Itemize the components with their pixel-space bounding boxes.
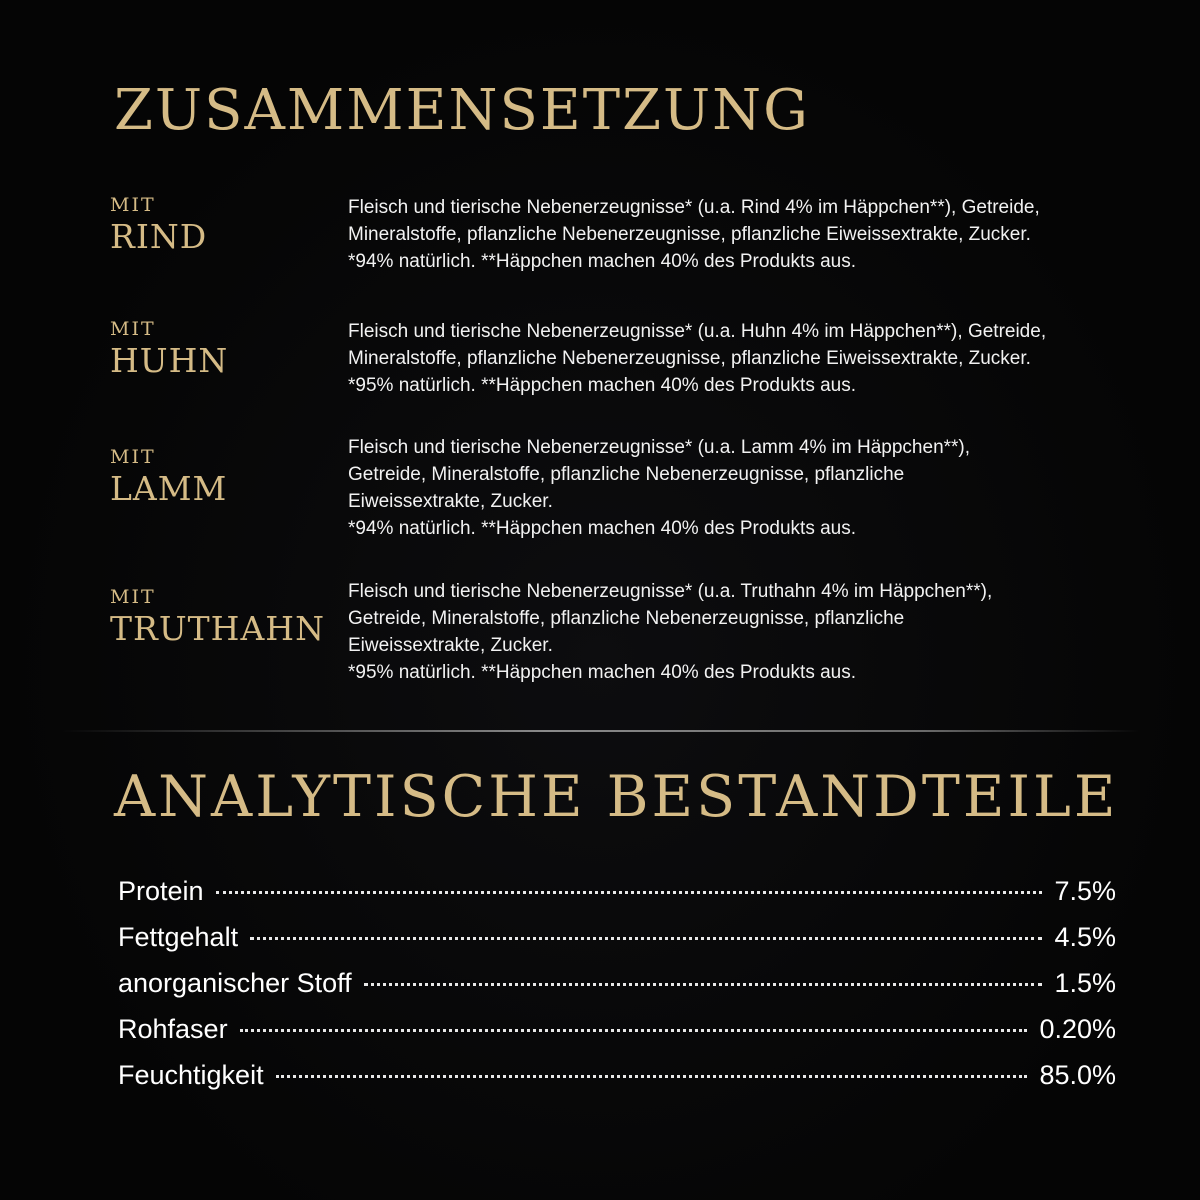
- section-divider: [60, 730, 1140, 732]
- variant-label: [110, 586, 325, 648]
- nutrient-value: 0.20%: [1039, 1014, 1116, 1044]
- variant-name: TRUTHAHN: [110, 609, 325, 648]
- ingredient-line: Fleisch und tierische Nebenerzeugnisse* (u.a. Lamm 4% im Häppchen**),: [348, 437, 971, 458]
- variant-name: LAMM: [110, 469, 228, 508]
- nutrient-value: 1.5%: [1054, 968, 1116, 998]
- ingredient-line: Mineralstoffe, pflanzliche Nebenerzeugnisse, pflanzliche Eiweissextrakte, Zucker.: [348, 224, 1031, 245]
- ingredient-footnote: *95% natürlich. **Häppchen machen 40% des Produkts aus.: [348, 375, 857, 396]
- ingredient-line: Fleisch und tierische Nebenerzeugnisse* (u.a. Rind 4% im Häppchen**), Getreide,: [348, 197, 1040, 218]
- nutrient-value: 85.0%: [1039, 1060, 1116, 1090]
- variant-ingredients: [348, 434, 1178, 542]
- nutrient-label: anorganischer Stoff: [118, 968, 352, 998]
- ingredient-footnote: *94% natürlich. **Häppchen machen 40% des Produkts aus.: [348, 518, 857, 539]
- variant-ingredients: [348, 578, 1178, 686]
- nutrient-label: Protein: [118, 876, 204, 906]
- ingredient-line: Mineralstoffe, pflanzliche Nebenerzeugnisse, pflanzliche Eiweissextrakte, Zucker.: [348, 348, 1031, 369]
- ingredient-line: Getreide, Mineralstoffe, pflanzliche Nebenerzeugnisse, pflanzliche: [348, 464, 905, 485]
- variant-label: [110, 194, 207, 256]
- nutrient-label: Fettgehalt: [118, 922, 239, 952]
- variant-ingredients: [348, 318, 1178, 399]
- variant-huhn: [110, 318, 1190, 448]
- dot-leader: [250, 937, 1042, 940]
- nutrient-value: 4.5%: [1054, 922, 1116, 952]
- analysis-heading: ANALYTISCHE BESTANDTEILE: [114, 764, 1119, 830]
- dot-leader: [364, 983, 1043, 986]
- ingredient-line: Eiweissextrakte, Zucker.: [348, 635, 553, 656]
- ingredient-line: Fleisch und tierische Nebenerzeugnisse* (u.a. Huhn 4% im Häppchen**), Getreide,: [348, 321, 1047, 342]
- variant-ingredients: [348, 194, 1178, 275]
- variant-prefix: MIT: [110, 446, 156, 468]
- analysis-row-fiber: [118, 1014, 1116, 1060]
- ingredient-line: Getreide, Mineralstoffe, pflanzliche Nebenerzeugnisse, pflanzliche: [348, 608, 905, 629]
- variant-name: HUHN: [110, 341, 229, 380]
- composition-heading: ZUSAMMENSETZUNG: [114, 78, 810, 143]
- variant-label: [110, 446, 227, 508]
- dot-leader: [216, 891, 1043, 894]
- ingredient-footnote: *94% natürlich. **Häppchen machen 40% des Produkts aus.: [348, 251, 857, 272]
- variant-prefix: MIT: [110, 586, 156, 608]
- dot-leader: [240, 1029, 1028, 1032]
- analysis-row-fat: [118, 922, 1116, 968]
- variant-truthahn: [110, 578, 1190, 718]
- ingredient-line: Fleisch und tierische Nebenerzeugnisse* (u.a. Truthahn 4% im Häppchen**),: [348, 581, 993, 602]
- analysis-table: [118, 876, 1116, 1106]
- variant-label: [110, 318, 228, 380]
- ingredient-line: Eiweissextrakte, Zucker.: [348, 491, 553, 512]
- ingredient-footnote: *95% natürlich. **Häppchen machen 40% des Produkts aus.: [348, 662, 857, 683]
- variant-name: RIND: [110, 217, 208, 256]
- nutrient-value: 7.5%: [1054, 876, 1116, 906]
- analysis-row-moisture: [118, 1060, 1116, 1106]
- variant-rind: [110, 194, 1190, 324]
- variant-prefix: MIT: [110, 318, 156, 340]
- variant-prefix: MIT: [110, 194, 156, 216]
- variant-lamm: [110, 434, 1190, 574]
- dot-leader: [276, 1075, 1028, 1078]
- analysis-row-ash: [118, 968, 1116, 1014]
- nutrient-label: Rohfaser: [118, 1014, 228, 1044]
- nutrient-label: Feuchtigkeit: [118, 1060, 264, 1090]
- analysis-row-protein: [118, 876, 1116, 922]
